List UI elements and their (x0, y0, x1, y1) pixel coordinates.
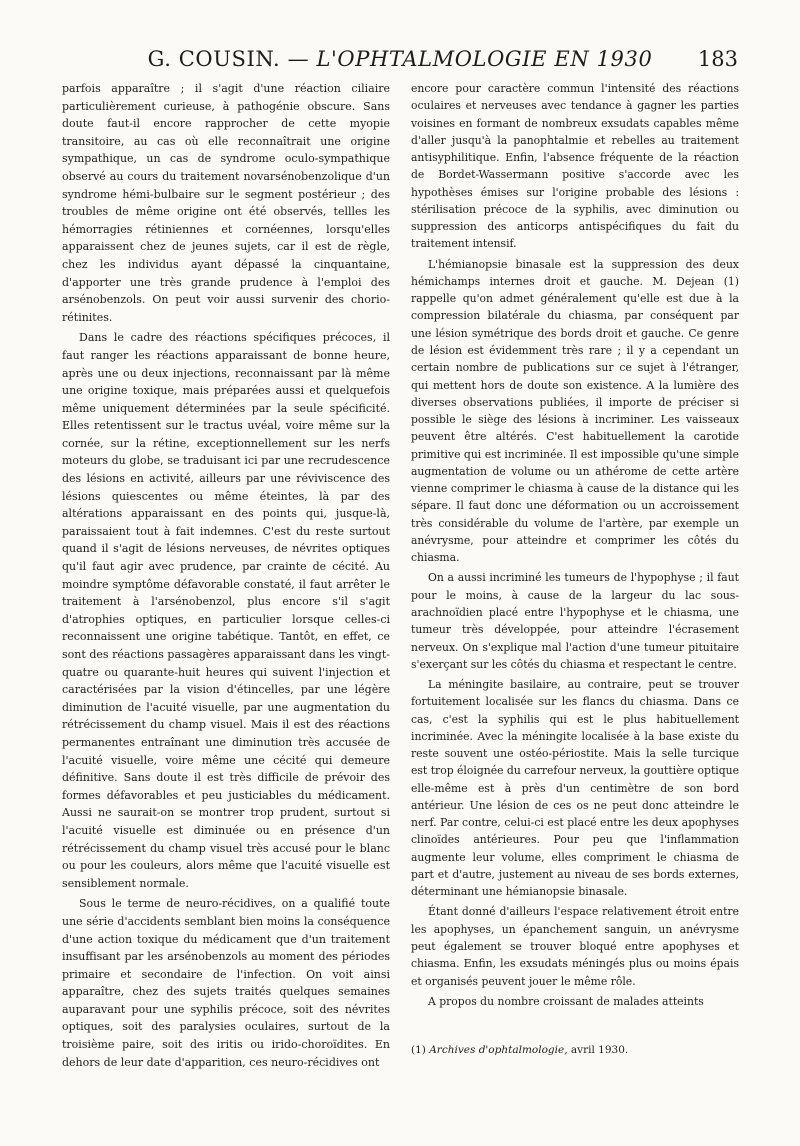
paragraph: L'hémianopsie binasale est la suppression des deux hémichamps internes droit et gauche. M. Dejean (1) rappelle qu'on admet généralement qu'elle est due à la compression bilatérale du chiasma, par conséquent par une lésion symétrique des bords droit et gauche. Ce genre de lésion est évidemment très rare ; il y a cependant un certain nombre de publications sur ce sujet à l'étranger, qui mettent hors de doute son existence. A la lumière des diverses observations publiées, il importe de préciser si possible le siège des lésions à incriminer. Les vaisseaux peuvent être altérés. C'est habituellement la carotide primitive qui est incriminée. Il est impossible qu'une simple augmentation de volume ou un athérome de cette artère vienne comprimer le chiasma à cause de la distance qui les sépare. Il faut donc une déformation ou un accroissement très considérable du volume de l'artère, par exemple un anévrysme, pour atteindre et comprimer les côtés du chiasma. (411, 257, 739, 565)
paragraph: encore pour caractère commun l'intensité des réactions oculaires et nerveuses avec tendance à gagner les parties voisines en formant de nombreux exsudats capables même d'aller jusqu'à la panophtalmie et rebelles au traitement antisyphilitique. Enfin, l'absence fréquente de la réaction de Bordet-Wassermann positive s'accorde avec les hypothèses émises sur l'origine probable des lésions : stérilisation précoce de la syphilis, avec diminution ou suppression des anticorps antispécifiques du fait du traitement intensif. (411, 82, 739, 251)
footnote (411, 1042, 739, 1058)
paragraph: Dans le cadre des réactions spécifiques précoces, il faut ranger les réactions apparaissant de bonne heure, après une ou deux injections, reconnaissant par là même une origine toxique, mais préparées aussi et quelquefois même uniquement déterminées par la seule spécificité. Elles retentissent sur le tractus uvéal, voire même sur la cornée, sur la rétine, exceptionnellement sur les nerfs moteurs du globe, se traduisant ici par une recrudescence des lésions en activité, ailleurs par une réviviscence des lésions quiescentes ou même éteintes, là par des altérations apparaissant en des points qui, jusque-là, paraissaient tout à fait indemnes. C'est du reste surtout quand il s'agit de lésions nerveuses, de névrites optiques qu'il faut agir avec prudence, par crainte de cécité. Au moindre symptôme défavorable constaté, il faut arrêter le traitement à l'arsénobenzol, plus encore s'il s'agit d'atrophies optiques, en particulier lorsque celles-ci reconnaissent une origine tabétique. Tantôt, en effet, ce sont des réactions passagères apparaissant dans les vingt-quatre ou quarante-huit heures qui suivent l'injection et caractérisées par la vision d'étincelles, par une légère diminution de l'acuité visuelle, par une augmentation du rétrécissement du champ visuel. Mais il est des réactions permanentes entraînant une diminution très accusée de l'acuité visuelle, voire même une cécité qui demeure définitive. Sans doute il est très difficile de prévoir des formes défavorables et peu justiciables du médicament. Aussi ne saurait-on se montrer trop prudent, surtout si l'acuité visuelle est diminuée ou en présence d'un rétrécissement du champ visuel très accusé pour le blanc ou pour les couleurs, alors même que l'acuité visuelle est sensiblement normale. (62, 331, 390, 890)
running-header (62, 44, 738, 74)
paragraph: A propos du nombre croissant de malades atteints (428, 994, 704, 1008)
paragraph: parfois apparaître ; il s'agit d'une réaction ciliaire particulièrement curieuse, à pathogénie obscure. Sans doute faut-il encore rapprocher de cette myopie transitoire, au cas où elle reconnaîtrait une origine sympathique, un cas de syndrome oculo-sympathique observé au cours du traitement novarsénobenzolique d'un syndrome hémi-bulbaire sur le segment postérieur ; des troubles de même origine ont été observés, tellles les hémorragies rétiniennes et cornéennes, lorsqu'elles apparaissent chez de jeunes sujets, car il est de règle, chez les individus ayant dépassé la cinquantaine, d'apporter une très grande prudence à l'emploi des arsénobenzols. On peut voir aussi survenir des chorio-rétinites. (62, 82, 390, 324)
footnote-date: avril 1930. (567, 1044, 629, 1056)
paragraph: Étant donné d'ailleurs l'espace relativement étroit entre les apophyses, un épanchement sanguin, un anévrysme peut également se trouver bloqué entre apophyses et chiasma. Enfin, les exsudats méningés plus ou moins épais et organisés peuvent jouer le même rôle. (411, 905, 739, 988)
right-column (411, 80, 739, 1010)
paragraph: On a aussi incriminé les tumeurs de l'hypophyse ; il faut pour le moins, à cause de la largeur du lac sous-arachnoïdien placé entre l'hypophyse et le chiasma, une tumeur très développée, pour atteindre l'écrasement nerveux. On s'explique mal l'action d'une tumeur pituitaire s'exerçant sur les côtés du chiasma et respectant le centre. (411, 571, 739, 671)
page-number: 183 (697, 47, 738, 71)
paragraph: Sous le terme de neuro-récidives, on a qualifié toute une série d'accidents semblant bien moins la conséquence d'une action toxique du médicament que d'un traitement insuffisant par les arsénobenzols au moment des périodes primaire et secondaire de l'infection. On voit ainsi apparaître, chez des sujets traités quelques semaines auparavant pour une syphilis précoce, soit des névrites optiques, soit des paralysies oculaires, surtout de la troisième paire, soit des iritis ou irido-choroïdites. En dehors de leur date d'apparition, ces neuro-récidives ont (62, 897, 390, 1069)
header-dash: — (280, 47, 317, 71)
left-column (62, 80, 390, 1071)
paragraph: La méningite basilaire, au contraire, peut se trouver fortuitement localisée sur les flancs du chiasma. Dans ce cas, c'est la syphilis qui est le plus habituellement incriminée. Avec la méningite localisée à la base existe du reste souvent une ostéo-périostite. Mais la selle turcique est trop éloignée du carrefour nerveux, la gouttière optique elle-même est à près d'un centimètre de son bord antérieur. Une lésion de ces os ne peut donc atteindre le nerf. Par contre, celui-ci est placé entre les deux apophyses clinoïdes antérieures. Pour peu que l'inflammation augmente leur volume, elles compriment le chiasma de part et d'autre, justement au niveau de ses bords externes, déterminant une hémianopsie binasale. (411, 678, 740, 899)
footnote-source: Archives d'ophtalmologie, (429, 1044, 568, 1056)
header-title (62, 44, 738, 74)
header-author: G. COUSIN. (147, 47, 281, 71)
header-journal-title: L'OPHTALMOLOGIE EN 1930 (316, 47, 653, 71)
footnote-marker: (1) (411, 1044, 430, 1056)
